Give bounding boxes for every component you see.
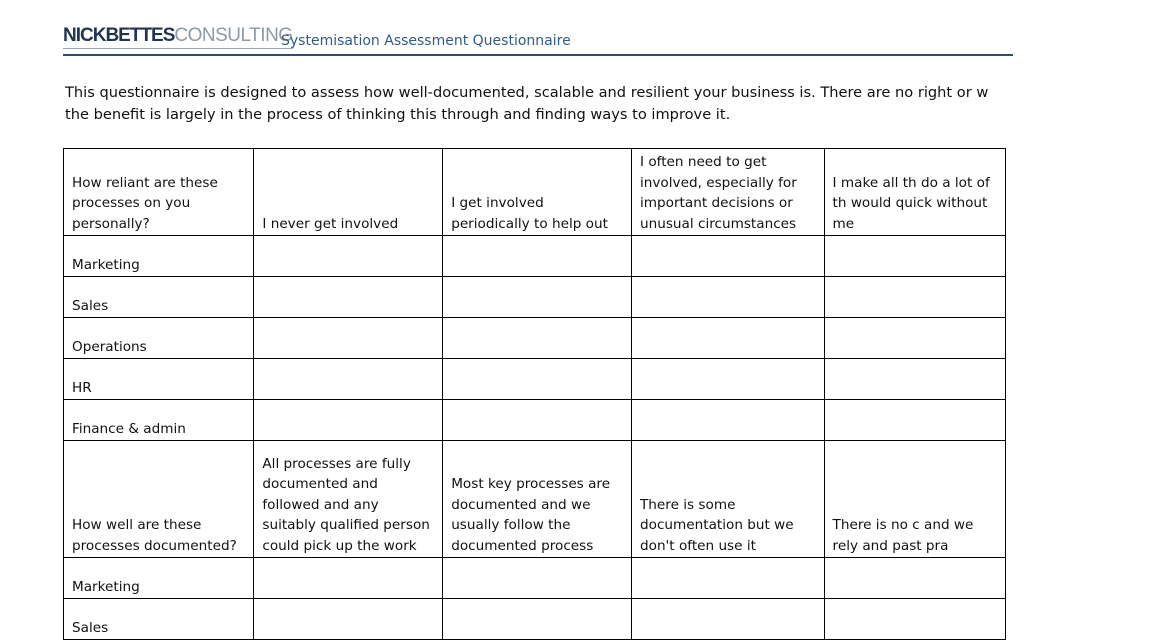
answer-cell[interactable] [443,277,632,318]
section-1-question: How reliant are these processes on you personally? [64,149,254,236]
answer-cell[interactable] [824,236,1005,277]
logo-light-text: CONSULTING [174,25,293,46]
table-row [64,277,1006,318]
answer-cell[interactable] [254,400,443,441]
section-1-option-3: I often need to get involved, especially for important decisions or unusual circumstances [632,149,825,236]
questionnaire-table [63,148,1006,640]
answer-cell[interactable] [824,359,1005,400]
answer-cell[interactable] [824,318,1005,359]
page-header [63,22,1013,56]
intro-paragraph [65,82,1165,126]
row-label-marketing: Marketing [64,558,254,599]
answer-cell[interactable] [632,599,825,640]
table-row [64,318,1006,359]
section-2-header-row [64,441,1006,558]
answer-cell[interactable] [254,558,443,599]
table-row [64,558,1006,599]
table-row [64,400,1006,441]
answer-cell[interactable] [254,277,443,318]
answer-cell[interactable] [824,558,1005,599]
answer-cell[interactable] [632,236,825,277]
row-label-finance-admin: Finance & admin [64,400,254,441]
answer-cell[interactable] [254,359,443,400]
section-2-question: How well are these processes documented? [64,441,254,558]
intro-line-1: This questionnaire is designed to assess how well-documented, scalable and resilient your business is. There are no right or w [65,84,989,101]
logo-bold-text: NICKBETTES [63,25,175,46]
answer-cell[interactable] [443,400,632,441]
table-row [64,359,1006,400]
section-1-header-row [64,149,1006,236]
answer-cell[interactable] [443,558,632,599]
row-label-hr: HR [64,359,254,400]
row-label-operations: Operations [64,318,254,359]
section-1-option-1: I never get involved [254,149,443,236]
answer-cell[interactable] [632,558,825,599]
answer-cell[interactable] [254,599,443,640]
section-2-option-1: All processes are fully documented and followed and any suitably qualified person could pick up the work [254,441,443,558]
answer-cell[interactable] [824,277,1005,318]
intro-line-2: the benefit is largely in the process of thinking this through and finding ways to improve it. [65,106,731,123]
answer-cell[interactable] [824,400,1005,441]
answer-cell[interactable] [632,400,825,441]
row-label-sales: Sales [64,599,254,640]
answer-cell[interactable] [824,599,1005,640]
row-label-marketing: Marketing [64,236,254,277]
answer-cell[interactable] [443,599,632,640]
answer-cell[interactable] [443,236,632,277]
section-2-option-4: There is no c and we rely and past pra [824,441,1005,558]
document-title: Systemisation Assessment Questionnaire [281,33,571,49]
section-2-option-2: Most key processes are documented and we usually follow the documented process [443,441,632,558]
answer-cell[interactable] [443,359,632,400]
table-row [64,599,1006,640]
section-1-option-4: I make all th do a lot of th would quick without me [824,149,1005,236]
answer-cell[interactable] [632,277,825,318]
company-logo [63,24,293,49]
answer-cell[interactable] [443,318,632,359]
answer-cell[interactable] [632,359,825,400]
answer-cell[interactable] [254,236,443,277]
table-row [64,236,1006,277]
section-2-option-3: There is some documentation but we don't often use it [632,441,825,558]
section-1-option-2: I get involved periodically to help out [443,149,632,236]
answer-cell[interactable] [632,318,825,359]
answer-cell[interactable] [254,318,443,359]
row-label-sales: Sales [64,277,254,318]
